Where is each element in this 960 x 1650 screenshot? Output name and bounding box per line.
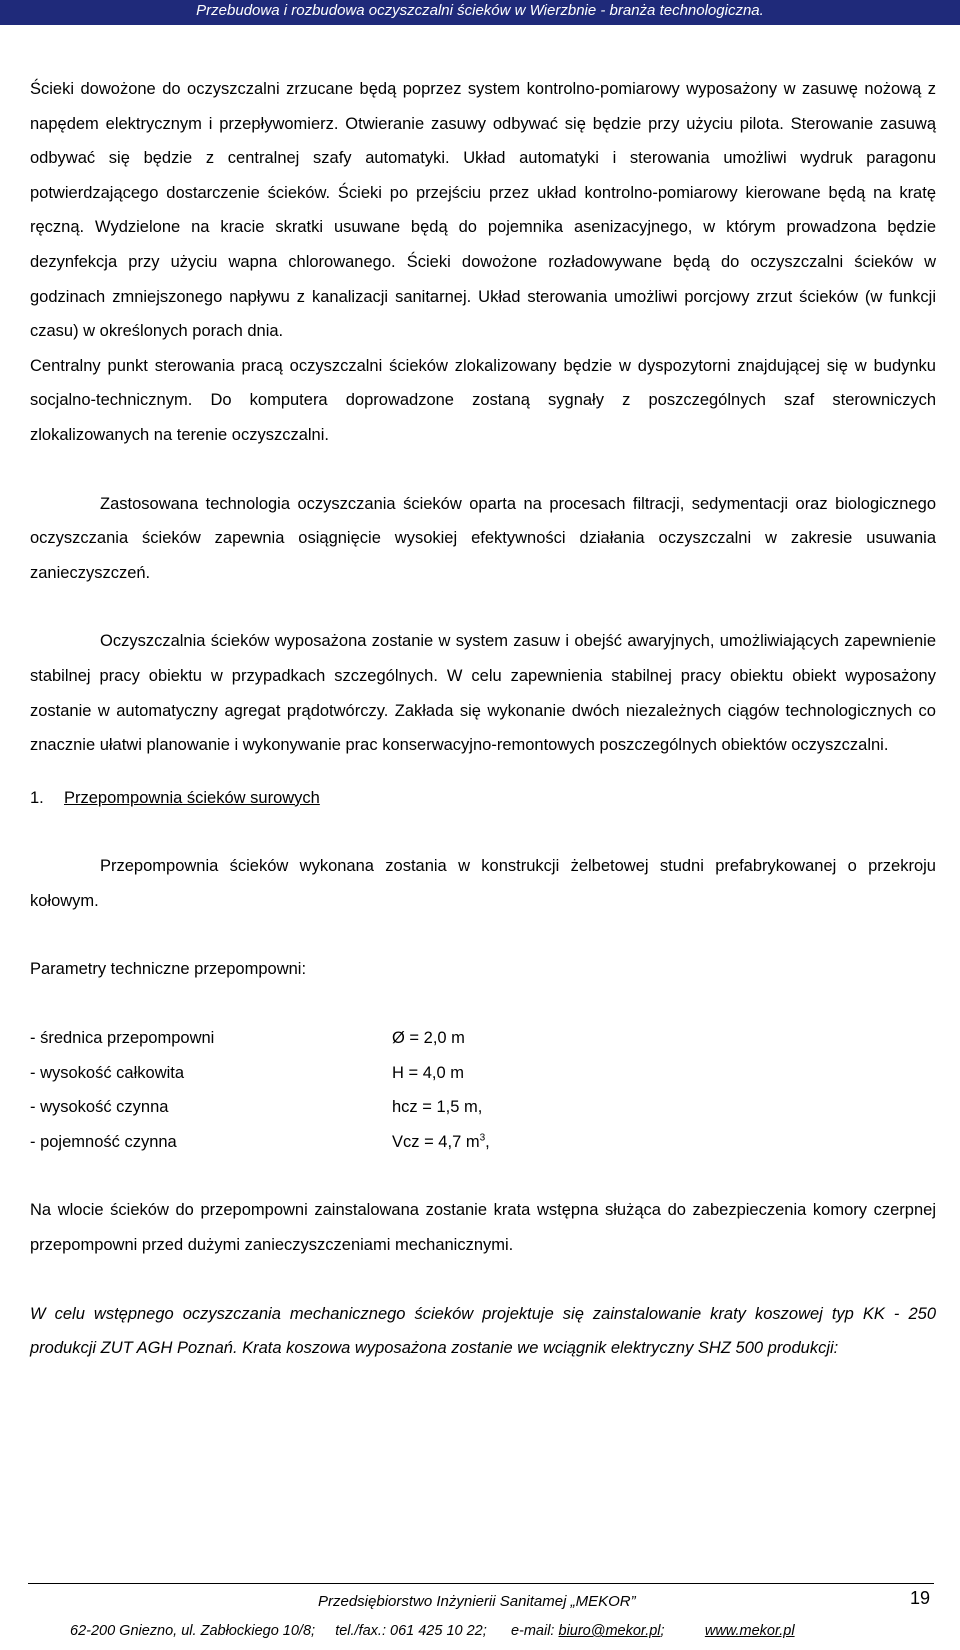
- paragraph-emergency-systems: Oczyszczalnia ścieków wyposażona zostanie w system zasuw i obejść awaryjnych, umożliwiających zapewnienie stabilnej pracy obiektu w przypadkach szczególnych. W celu zapewnienia stabilnej pracy obiektu obiekt wyposażony zostanie w automatyczny agregat prądotwórczy. Zakłada się wykonanie dwóch niezależnych ciągów technologicznych co znacznie ułatwi planowanie i wykonywanie prac konserwacyjno-remontowych poszczególnych obiektów oczyszczalni.: [30, 632, 936, 755]
- paragraph-control-center: Centralny punkt sterowania pracą oczyszczalni ścieków zlokalizowany będzie w dyspozytorni znajdującej się w budynku socjalno-technicznym. Do komputera doprowadzone zostaną sygnały z poszczególnych szaf sterowniczych zlokalizowanych na terenie oczyszczalni.: [30, 356, 936, 444]
- param-label: - wysokość całkowita: [30, 1063, 185, 1082]
- param-value: Vcz = 4,7 $m^3$,: [392, 1132, 490, 1151]
- param-label: - pojemność czynna: [30, 1132, 177, 1151]
- paragraph-params-intro: Parametry techniczne przepompowni:: [30, 960, 307, 979]
- section-title: Przepompownia ścieków surowych: [64, 788, 320, 807]
- footer-email-link[interactable]: biuro@mekor.pl: [558, 1623, 661, 1639]
- section-number: 1.: [30, 788, 44, 807]
- page-header: [0, 0, 960, 25]
- param-value: hcz = 1,5 m,: [392, 1098, 483, 1117]
- footer-contact: 62-200 Gniezno, ul. Zabłockiego 10/8; tel./fax.: 061 425 10 22; e-mail: biuro@mekor.pl ; www.mekor.pl: [70, 1623, 795, 1639]
- paragraph-basket-screen: W celu wstępnego oczyszczania mechanicznego ścieków projektuje się zainstalowanie kraty koszowej typ KK - 250 produkcji ZUT AGH Poznań. Krata koszowa wyposażona zostanie we wciągnik elektryczny SHZ 500 produkcji:: [30, 1304, 936, 1358]
- params-table: [30, 1021, 936, 1159]
- paragraph-pump-station: Przepompownia ścieków wykonana zostania w konstrukcji żelbetowej studni prefabrykowanej o przekroju kołowym.: [30, 857, 936, 910]
- param-value: H = 4,0 m: [392, 1063, 464, 1082]
- section-heading: [30, 781, 936, 816]
- paragraph-technology: Zastosowana technologia oczyszczania ścieków oparta na procesach filtracji, sedymentacji oraz biologicznego oczyszczania ścieków zapewnia osiągnięcie wysokiej efektywności działania oczyszczalni w zakresie usuwania zanieczyszczeń.: [30, 494, 936, 582]
- footer-email-label: e-mail:: [510, 1623, 559, 1639]
- param-label: - wysokość czynna: [30, 1098, 169, 1117]
- footer-address: 62-200 Gniezno, ul. Zabłockiego 10/8;: [70, 1623, 316, 1639]
- param-label: - średnica przepompowni: [30, 1029, 215, 1048]
- footer-company: Przedsiębiorstwo Inżynierii Sanitamej „MEKOR”: [318, 1593, 636, 1610]
- page-number: 19: [909, 1588, 930, 1608]
- paragraph-dump-station: Ścieki dowożone do oczyszczalni zrzucane będą poprzez system kontrolno-pomiarowy wyposażony w zasuwę nożową z napędem elektrycznym i przepływomierz. Otwieranie zasuwy odbywać się będzie przy użyciu pilota. Sterowanie zasuwą odbywać się będzie z centralnej szafy automatyki. Układ automatyki i sterowania umożliwi wydruk paragonu potwierdzającego dostarczenie ścieków. Ścieki po przejściu przez układ kontrolno-pomiarowy kierowane będą na kratę ręczną. Wydzielone na kracie skratki usuwane będą do pojemnika asenizacyjnego, w którym prowadzona będzie dezynfekcja przy użyciu wapna chlorowanego. Ścieki dowożone rozładowywane będą do oczyszczalni ścieków w godzinach zmniejszonego napływu z kanalizacji sanitarnej. Układ sterowania umożliwi porcjowy zrzut ścieków (w funkcji czasu) w określonych porach dnia.: [30, 80, 936, 341]
- document-body: [30, 72, 936, 1366]
- footer-phone: tel./fax.: 061 425 10 22;: [335, 1623, 487, 1639]
- footer-divider: [28, 1583, 934, 1584]
- footer-website-link[interactable]: www.mekor.pl: [704, 1623, 795, 1639]
- paragraph-inlet-screen: Na wlocie ścieków do przepompowni zainstalowana zostanie krata wstępna służąca do zabezpieczenia komory czerpnej przepompowni przed dużymi zanieczyszczeniami mechanicznymi.: [30, 1201, 936, 1255]
- header-title: Przebudowa i rozbudowa oczyszczalni ścieków w Wierzbnie - branża technologiczna.: [196, 2, 764, 19]
- param-value: Ø = 2,0 m: [392, 1029, 465, 1048]
